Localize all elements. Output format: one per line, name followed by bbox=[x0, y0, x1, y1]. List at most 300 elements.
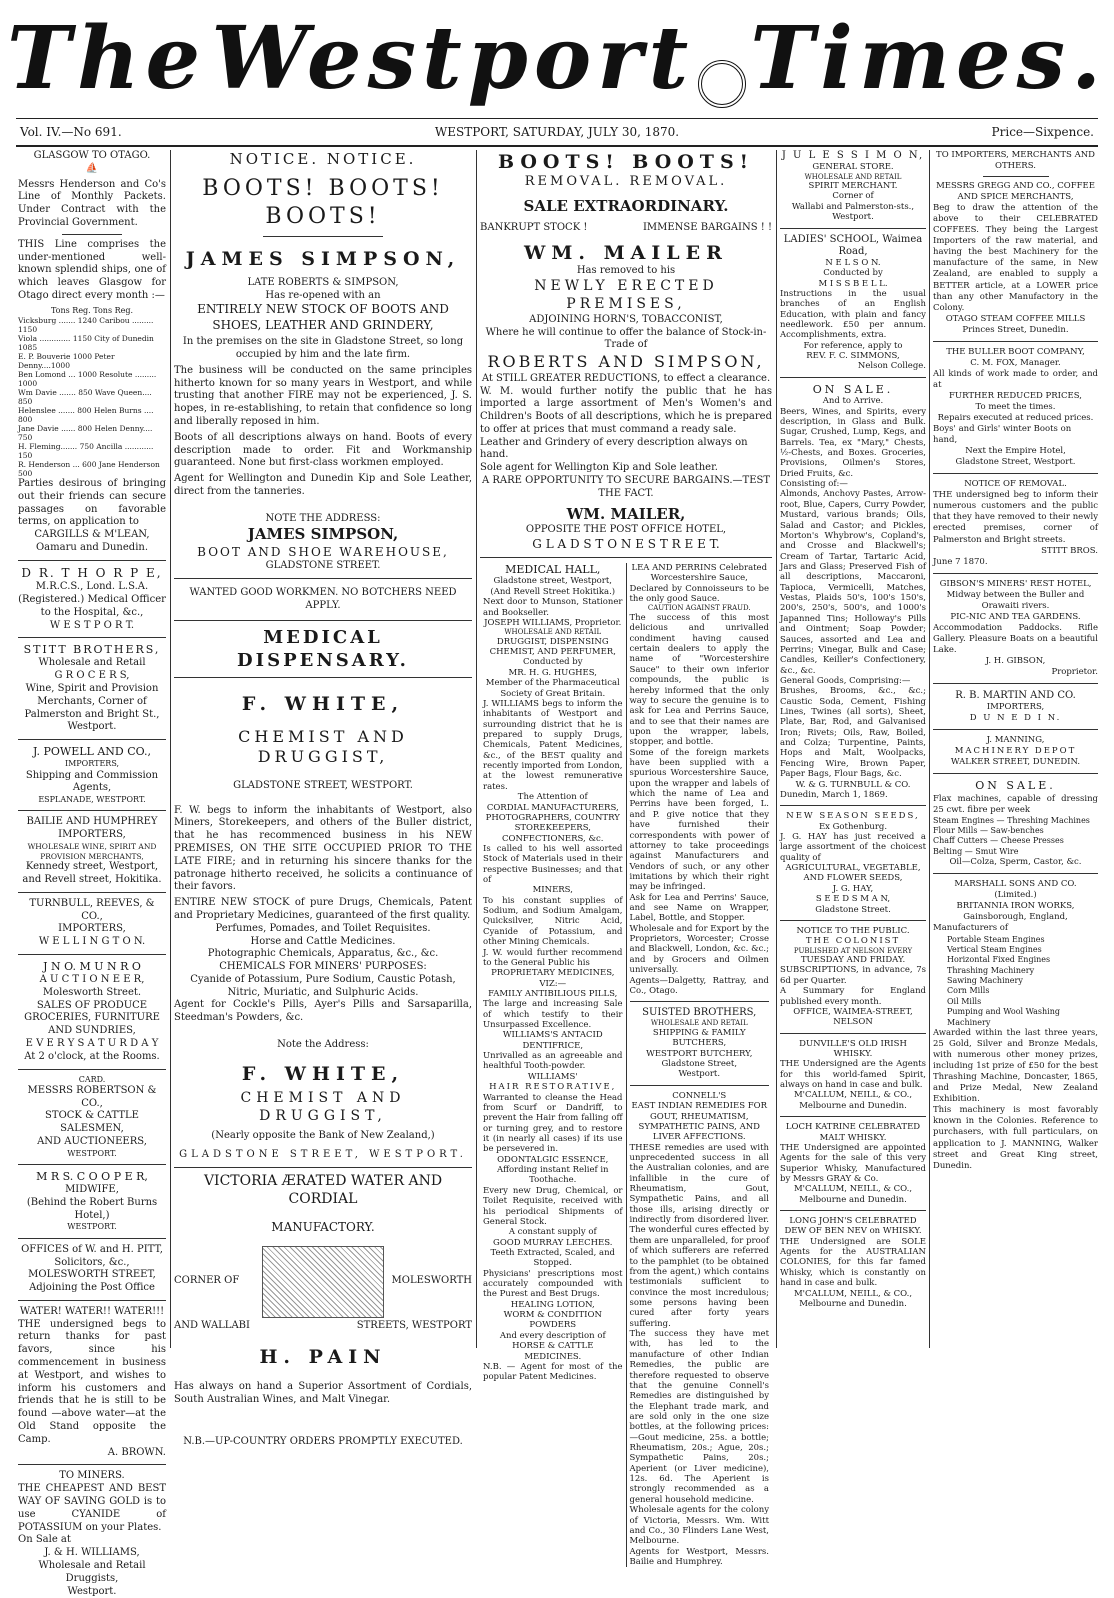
divider bbox=[780, 1116, 926, 1117]
ad-title: ON SALE. bbox=[975, 779, 1056, 793]
ad-text: Ask for Lea and Perrins' Sauce, and see Name on Wrapper, Label, Bottle, and Stopper. bbox=[629, 892, 769, 924]
list-item: Chaff Cutters — Cheese Presses bbox=[933, 836, 1064, 846]
ad-text: THE Undersigned are the Agents for this world-famed Spirit, always on hand in case and bulk. bbox=[780, 1059, 926, 1091]
ad-text: THE Undersigned are appointed Agents for the sale of this very Superior Whisky, Manufactured by Messrs GRAY & Co. bbox=[780, 1142, 926, 1184]
ad-text: N.B.—UP-COUNTRY ORDERS PROMPTLY EXECUTED. bbox=[183, 1436, 463, 1448]
list-item: R. Henderson ... 600 Jane Henderson 500 bbox=[18, 460, 160, 478]
ad-text: LATE ROBERTS & SIMPSON, bbox=[247, 276, 399, 288]
list-item: Ben Lomond ... 1000 Resolute ......... 1000 bbox=[18, 370, 157, 388]
ad-text: W E L L I N G T O N. bbox=[38, 936, 146, 948]
column-3 bbox=[480, 150, 772, 1567]
divider bbox=[933, 341, 1098, 342]
ad-title: WM. MAILER, bbox=[566, 504, 686, 523]
ad-text: Wholesale agents for the colony of Victoria, Messrs. Wm. Witt and Co., 30 Flinders Lane West, Melbourne. bbox=[629, 1505, 769, 1547]
ad-title: MESSRS ROBERTSON & CO., bbox=[27, 1084, 157, 1109]
ad-text: J. W. would further recommend to the General Public his bbox=[483, 947, 623, 968]
ad-text: THIS Line comprises the under-mentioned well-known splendid ships, one of which leaves Glasgow for Otago direct every month :— bbox=[18, 238, 166, 301]
ad-title: NEW SEASON SEEDS, bbox=[786, 811, 920, 822]
ad-text: TUESDAY AND FRIDAY. bbox=[800, 955, 906, 966]
ad-text: MOLESWORTH STREET, bbox=[28, 1269, 156, 1281]
ad-title: TO MINERS. bbox=[59, 1470, 125, 1482]
ad-title: THE COLONIST bbox=[805, 936, 901, 947]
ad-title: DUNVILLE'S OLD IRISH WHISKY. bbox=[799, 1038, 907, 1059]
ad-text: Note the Address: bbox=[277, 1039, 369, 1051]
ad-title: LOCH KATRINE CELEBRATED MALT WHISKY. bbox=[785, 1122, 921, 1143]
ad-title: GIBSON'S MINERS' REST HOTEL, bbox=[939, 578, 1092, 589]
ad-title: LADIES' SCHOOL, Waimea Road, bbox=[783, 233, 923, 257]
divider bbox=[18, 954, 166, 955]
ad-text: Declared by Connoisseurs to be the only good Sauce. bbox=[629, 583, 769, 605]
issue-date: WESTPORT, SATURDAY, JULY 30, 1870. bbox=[434, 125, 680, 139]
ad-title: MARSHALL SONS AND CO. (Limited.) bbox=[954, 879, 1077, 901]
ad-text: MINERS, bbox=[532, 885, 573, 896]
ad-text: WILLIAMS'S ANTACID DENTIFRICE, bbox=[502, 1030, 603, 1051]
ad-title: NOTICE. NOTICE. bbox=[229, 150, 417, 168]
ad-text: Oil—Colza, Sperm, Castor, &c. bbox=[949, 857, 1082, 868]
ad-text: IMPORTERS, bbox=[64, 759, 120, 769]
ad-title: ON SALE. bbox=[812, 382, 894, 396]
ad-text: Boots of all descriptions always on hand. Boots of every description made to order. Fit and Workmanship guaranteed. None but first-class workmen employed. bbox=[174, 431, 472, 469]
ad-text: WORM & CONDITION POWDERS bbox=[503, 1310, 602, 1331]
ad-text: M I S S B E L L. bbox=[818, 278, 888, 289]
ship-icon: ⛵ bbox=[85, 162, 99, 174]
machine-list bbox=[933, 816, 1098, 858]
ad-text: Wine, Spirit and Provision Merchants, Corner of bbox=[25, 683, 159, 707]
ad-text: G L A D S T O N E S T R E E T. bbox=[532, 536, 720, 551]
ad-text: Palmerston and Bright St., Westport. bbox=[24, 708, 160, 733]
ad-text: NOTE THE ADDRESS: bbox=[265, 512, 381, 524]
ad-text: Perfumes, Pomades, and Toilet Requisites. bbox=[215, 922, 431, 934]
ad-text: A RARE OPPORTUNITY TO SECURE BARGAINS.—TEST THE FACT. bbox=[481, 475, 771, 499]
ad-text: G R O C E R S, bbox=[54, 670, 130, 682]
ad-text: N.B. — Agent for most of the popular Patent Medicines. bbox=[483, 1361, 623, 1383]
ad-text: N E L S O N. bbox=[825, 257, 881, 268]
ad-text: AGRICULTURAL, VEGETABLE, AND FLOWER SEEDS, bbox=[785, 863, 921, 884]
ad-text: Proprietor. bbox=[1051, 667, 1098, 678]
divider bbox=[933, 729, 1098, 730]
ad-signature: J. & H. WILLIAMS, bbox=[44, 1547, 140, 1559]
ad-text: The success of this most delicious and unrivalled condiment having caused certain dealers to apply the name of "Worcestershire Sauce" to their own inferior compounds, the public is hereby informed that the only way to secure the genuine is to ask for Lea and Perrins Sauce, and to see that their names are upon the wrapper, labels, stopper, and bottle. bbox=[629, 612, 769, 748]
ad-title: WM. MAILER bbox=[524, 241, 728, 264]
ad-text: Boys' and Girls' winter Boots on hand, bbox=[933, 424, 1072, 446]
divider bbox=[174, 1167, 472, 1168]
ad-text: HEALING LOTION, bbox=[510, 1299, 595, 1310]
list-item: Vertical Steam Engines bbox=[947, 944, 1042, 954]
ad-text: Beers, Wines, and Spirits, every description, in Glass and Bulk. Sugar, Crushed, Lump, Kegs, and Barrels. Tea, ex "Mary," Chests, ½-Chests, and Boxes. Groceries, Provisions, Oilmen's Stores, Dried Fruits, &c. bbox=[780, 406, 926, 479]
list-item: Sawing Machinery bbox=[947, 976, 1023, 986]
divider bbox=[18, 810, 166, 811]
ad-text: ADJOINING HORN'S, TOBACCONIST, bbox=[529, 313, 723, 325]
ad-title: J. POWELL AND CO., bbox=[32, 745, 152, 759]
ad-text: F. W. begs to inform the inhabitants of Westport, also Miners, Storekeepers, and others of the Buller district, that he has recommenced business in his NEW PREMISES, ON THE SITE OCCUPIED PRIOR TO THE LATE FIRE; and in returning his sincere thanks for the patronage hitherto received, he solicits a continuance of their favors. bbox=[174, 804, 472, 893]
ad-text: And every description of bbox=[499, 1330, 606, 1341]
divider bbox=[933, 573, 1098, 574]
ad-text: Horse and Cattle Medicines. bbox=[250, 935, 396, 947]
product-list bbox=[933, 935, 1098, 1029]
ad-text: Is called to his well assorted Stock of Materials used in their respective Businesses; and that of bbox=[483, 843, 623, 886]
ad-title: ROBERTS AND SIMPSON, bbox=[487, 352, 765, 372]
ad-title: MEDICAL DISPENSARY. bbox=[237, 627, 409, 672]
ad-text: WESTPORT. bbox=[67, 1148, 117, 1158]
ad-text: And to Arrive. bbox=[822, 396, 884, 407]
ad-title: M R S. C O O P E R, bbox=[36, 1170, 148, 1183]
ad-text: DRUGGIST, DISPENSING CHEMIST, AND PERFUMER, bbox=[489, 636, 616, 658]
ad-text: EAST INDIAN REMEDIES FOR GOUT, RHEUMATISM, SYMPATHETIC PAINS, AND LIVER AFFECTIONS. bbox=[631, 1101, 767, 1143]
ad-text: IMPORTERS, bbox=[58, 923, 126, 935]
ad-text: Gladstone Street, bbox=[661, 1059, 738, 1070]
ad-text: Where he will continue to offer the balance of Stock-in-Trade of bbox=[485, 326, 767, 351]
ad-text: Consisting of:— bbox=[780, 479, 848, 490]
ad-title: LEA AND PERRINS Celebrated Worcestershire Sauce, bbox=[631, 563, 768, 584]
ad-text: WESTPORT BUTCHERY, bbox=[646, 1048, 753, 1059]
ad-text: Wallabi and Palmerston-sts., Westport. bbox=[791, 201, 915, 223]
sauce-ad bbox=[627, 563, 773, 1567]
ad-text: A constant supply of bbox=[508, 1227, 597, 1238]
ad-text: To meet the times. bbox=[975, 401, 1056, 412]
ad-text: On Sale at bbox=[18, 1534, 71, 1546]
factory-address bbox=[174, 1320, 472, 1333]
ad-text: A U C T I O N E E R, bbox=[39, 973, 145, 985]
dateline bbox=[16, 118, 1098, 147]
ad-title: BOOTS! BOOTS! BOOTS! bbox=[202, 176, 444, 230]
divider bbox=[174, 677, 472, 678]
list-item: Vicksburg ....... 1240 Caribou ......... 1150 bbox=[18, 316, 154, 334]
ad-text: SPIRIT MERCHANT. bbox=[808, 181, 898, 192]
ad-signature: J. H. GIBSON, bbox=[985, 655, 1046, 666]
divider bbox=[174, 620, 472, 621]
ad-text: WANTED GOOD WORKMEN. NO BOTCHERS NEED APPLY. bbox=[189, 586, 457, 611]
ad-text: Nelson College. bbox=[857, 361, 926, 372]
ad-text: Melbourne and Dunedin. bbox=[799, 1194, 907, 1205]
ad-title: JAMES SIMPSON, bbox=[185, 247, 461, 270]
ad-text: To his constant supplies of Sodium, and Sodium Amalgam, Quicksilver, Nitric Acid, Cyanide of Potassium, and other Mining Chemicals. bbox=[483, 895, 623, 948]
masthead-title-mid: Westport bbox=[211, 8, 695, 109]
ad-signature: W. & G. TURNBULL & CO. bbox=[795, 779, 911, 790]
ad-title: VICTORIA ÆRATED WATER AND CORDIAL bbox=[203, 1172, 443, 1207]
divider bbox=[780, 920, 926, 921]
divider bbox=[263, 236, 382, 237]
list-item: Steam Engines — Threshing Machines bbox=[933, 815, 1090, 825]
ad-text: CORNER OF bbox=[174, 1275, 240, 1287]
ad-text: BANKRUPT STOCK ! bbox=[480, 222, 588, 234]
ad-text: June 7 1870. bbox=[933, 556, 988, 567]
divider bbox=[18, 1238, 166, 1239]
ad-text: FURTHER REDUCED PRICES, bbox=[949, 390, 1082, 401]
ad-text: AND WALLABI bbox=[174, 1319, 250, 1331]
ad-text: THE undersigned beg to inform their numerous customers and the public that they have removed to their newly erected premises, corner of Palmerston and Bright streets. bbox=[933, 490, 1098, 545]
ad-text: IMPORTERS, bbox=[986, 702, 1045, 713]
divider bbox=[18, 1300, 166, 1301]
divider bbox=[630, 1085, 770, 1086]
medical-hall-ad bbox=[480, 563, 626, 1567]
masthead-title-left: The bbox=[6, 8, 207, 109]
ad-text: THE Undersigned are SOLE Agents for the AUSTRALIAN COLONIES, for this far famed Whisky, which is constantly on hand in case and bulk. bbox=[780, 1236, 926, 1289]
ad-text: Repairs executed at reduced prices. bbox=[937, 413, 1094, 424]
ad-text: Instructions in the usual branches of an English Education, with plain and fancy needlework. £50 per annum. Accomplishments, extra. bbox=[780, 288, 926, 341]
ad-text: Teeth Extracted, Scaled, and Stopped. bbox=[490, 1247, 615, 1269]
ad-text: Sole agent for Wellington Kip and Sole leather. bbox=[480, 462, 718, 474]
ad-text: Gladstone Street, Westport. bbox=[955, 457, 1076, 468]
ad-text: GOOD MURRAY LEECHES. bbox=[493, 1237, 613, 1248]
column-rule bbox=[776, 150, 777, 1348]
ad-text: MR. H. G. HUGHES, bbox=[508, 667, 597, 678]
divider bbox=[480, 557, 772, 558]
ad-text: Has re-opened with an bbox=[265, 289, 381, 301]
ad-text: Affording instant Relief in Toothache. bbox=[496, 1165, 609, 1186]
list-item: Corn Mills bbox=[947, 986, 990, 996]
ad-title: TURNBULL, REEVES, & CO., bbox=[29, 897, 155, 922]
divider bbox=[174, 578, 472, 579]
ad-text: GLADSTONE STREET, WESTPORT. bbox=[179, 1148, 467, 1160]
ad-text: GENERAL STORE. bbox=[812, 162, 894, 173]
ad-text: SALES OF PRODUCE GROCERIES, FURNITURE AND SUNDRIES, bbox=[24, 999, 160, 1037]
ad-text: WHOLESALE AND RETAIL bbox=[804, 172, 902, 181]
ad-text: Wholesale and Retail bbox=[38, 657, 146, 669]
ad-text: Brushes, Brooms, &c., &c.; Caustic Soda, Cement, Fishing Lines, Twines (all sorts), Sheet, Plate, Bar, Rod, and Galvanised Iron; Rivets; Oils, Raw, Boiled, and Colza; Turpentine, Paints, Hops and Malt, Woolpacks, Fencing Wire, Brown Paper, Paper Bags, Flour Bags, &c. bbox=[780, 686, 926, 780]
ad-text: SUBSCRIPTIONS, in advance, 7s 6d per Quarter. bbox=[780, 965, 926, 986]
ad-text: ENTIRE NEW STOCK of pure Drugs, Chemicals, Patent and Proprietary Medicines, guaranteed of the first quality. bbox=[174, 897, 472, 921]
masthead-emblem-icon bbox=[698, 60, 746, 108]
ad-title: THE BULLER BOOT COMPANY, bbox=[946, 346, 1085, 357]
ad-text: D U N E D I N. bbox=[969, 713, 1062, 724]
column-5 bbox=[933, 150, 1098, 1350]
two-column-section bbox=[480, 563, 772, 1567]
ad-title: TO IMPORTERS, MERCHANTS AND OTHERS. bbox=[936, 150, 1095, 172]
ad-text: At 2 o'clock, at the Rooms. bbox=[24, 1050, 160, 1062]
ad-text: The Attention of bbox=[517, 792, 588, 803]
ad-signature: Westport. bbox=[67, 1585, 117, 1597]
ad-text: STREETS, WESTPORT bbox=[356, 1319, 472, 1331]
ad-text: HORSE & CATTLE MEDICINES. bbox=[512, 1341, 594, 1362]
ad-text: VIZ:— bbox=[539, 978, 567, 989]
ad-text: Melbourne and Dunedin. bbox=[799, 1100, 907, 1111]
ad-text: Next the Empire Hotel, bbox=[965, 446, 1066, 457]
ad-text: CHEMIST AND DRUGGIST, bbox=[240, 1090, 406, 1125]
ad-text: PIC-NIC AND TEA GARDENS. bbox=[950, 611, 1081, 622]
ad-text: CHEMICALS FOR MINERS' PURPOSES: bbox=[219, 961, 427, 973]
ad-text: NEWLY ERECTED PREMISES, bbox=[534, 278, 718, 312]
ad-text: SHIPPING & FAMILY bbox=[652, 1028, 746, 1038]
ad-title: F. WHITE, bbox=[241, 693, 405, 716]
ad-text: Agent for Cockle's Pills, Ayer's Pills and Sarsaparilla, Steedman's Powders, &c. bbox=[174, 999, 472, 1024]
ad-title: R. B. MARTIN AND CO. bbox=[955, 690, 1076, 702]
ad-text: BOOT AND SHOE WAREHOUSE, bbox=[197, 544, 449, 559]
ad-text: IMMENSE BARGAINS ! ! bbox=[642, 222, 772, 234]
ad-text: Molesworth Street. bbox=[42, 986, 142, 998]
ad-text: ENTIRELY NEW STOCK OF BOOTS AND SHOES, LEATHER AND GRINDERY, bbox=[197, 302, 449, 332]
ad-text: Westport. bbox=[678, 1069, 721, 1080]
ad-text: Has always on hand a Superior Assortment of Cordials, South Australian Wines, and Malt Vinegar. bbox=[174, 1380, 472, 1405]
ad-signature: M'CALLUM, NEILL, & CO., bbox=[793, 1090, 913, 1101]
ad-text: CARD. bbox=[78, 1074, 106, 1084]
ad-text: THESE remedies are used with unprecedented success in all the Australian colonies, and are infallible in the cure of Rheumatism, Gout, Sympathetic Pains, and all those ills, arising directly or indirectly from disordered liver. The wonderful cures effected by them are unparalleled, for proof of which sufferers are referred to the pamphlet (to be obtained from the agent,) which contains testimonials sufficient to convince the most incredulous; some persons having been cured after forty years suffering. bbox=[629, 1142, 769, 1329]
list-item: Oil Mills bbox=[947, 996, 982, 1006]
ad-title: BOOTS! BOOTS! bbox=[497, 151, 755, 173]
ad-title: D R. T H O R P E, bbox=[21, 565, 163, 580]
divider bbox=[780, 228, 926, 229]
ad-text: J. G. HAY, bbox=[832, 883, 874, 894]
ad-text: J. G. HAY has just received a large assortment of the choicest quality of bbox=[780, 831, 926, 863]
ad-text: WHOLESALE AND RETAIL bbox=[650, 1019, 748, 1028]
ad-text: GLADSTONE STREET, WESTPORT. bbox=[233, 779, 413, 791]
ad-text: PROPRIETARY MEDICINES, bbox=[491, 968, 615, 979]
ad-text: JOSEPH WILLIAMS, Proprietor. bbox=[484, 617, 622, 628]
divider bbox=[933, 873, 1098, 874]
ad-text: Agents—Dalgetty, Rattray, and Co., Otago. bbox=[629, 975, 769, 996]
list-item: Helenslee ....... 800 Helen Burns .... 800 bbox=[18, 406, 154, 424]
ad-text: WHOLESALE AND RETAIL bbox=[504, 628, 602, 637]
ad-text: Agent for Wellington and Dunedin Kip and Sole Leather, direct from the tanneries. bbox=[174, 473, 472, 497]
ad-text: Adjoining the Post Office bbox=[29, 1282, 155, 1294]
ad-signature: Oamaru and Dunedin. bbox=[35, 541, 149, 553]
factory-block bbox=[174, 1246, 472, 1318]
ad-text: Conducted by bbox=[823, 268, 883, 279]
ad-title: REMOVAL. REMOVAL. bbox=[524, 174, 728, 190]
ad-signature: Wholesale and Retail Druggists, bbox=[38, 1560, 146, 1584]
ad-text: Photographic Chemicals, Apparatus, &c., &c. bbox=[207, 948, 439, 960]
ad-title: H. PAIN bbox=[259, 1345, 387, 1368]
ad-signature: M'CALLUM, NEILL, & CO., bbox=[793, 1288, 913, 1299]
ad-text: Gladstone street, Westport, bbox=[493, 576, 612, 587]
ad-title: SALE EXTRAORDINARY. bbox=[523, 196, 729, 215]
ad-subhead bbox=[480, 222, 772, 235]
ad-text: OPPOSITE THE POST OFFICE HOTEL, bbox=[525, 523, 727, 535]
ad-text: Gainsborough, England, bbox=[963, 912, 1068, 923]
ad-text: ODONTALGIC ESSENCE, bbox=[497, 1154, 609, 1165]
ad-text: Solicitors, &c., bbox=[54, 1256, 130, 1268]
ad-text: ESPLANADE, WESTPORT. bbox=[38, 795, 146, 805]
ad-text: Melbourne and Dunedin. bbox=[799, 1298, 907, 1309]
ad-text: WALKER STREET, DUNEDIN. bbox=[950, 757, 1081, 768]
ad-text: MIDWIFE, bbox=[65, 1184, 119, 1196]
divider bbox=[983, 176, 1049, 177]
ad-text: Has removed to his bbox=[576, 265, 676, 277]
ad-text: This machinery is most favorably known in the Colonies. Reference to purchasers, with full particulars, on application to J. MANNING, Walker street and Great King street, Dunedin. bbox=[933, 1105, 1098, 1171]
ad-text: The business will be conducted on the same principles hitherto known for so many years in Westport, and while trusting that another FIRE may not be experienced, J. S. hopes, in re-establishing, to retain that confidence so long and liberally reposed in him. bbox=[174, 364, 472, 427]
list-item: Flour Mills — Saw-benches bbox=[933, 826, 1044, 836]
ad-title: LONG JOHN'S CELEBRATED DEW OF BEN NEV on WHISKY. bbox=[784, 1216, 922, 1237]
divider bbox=[18, 560, 166, 561]
ad-text: (Behind the Robert Burns Hotel,) bbox=[26, 1196, 158, 1221]
divider bbox=[630, 1001, 770, 1002]
ad-signature: CARGILLS & M'LEAN, bbox=[34, 529, 150, 541]
ad-text: BRITANNIA IRON WORKS, bbox=[956, 901, 1075, 912]
ad-text: S E E D S M A N, bbox=[815, 894, 891, 905]
list-item: Pumping and Wool Washing Machinery bbox=[947, 1007, 1061, 1027]
ad-title: J N O. M U N R O bbox=[43, 959, 141, 973]
ad-text: In the premises on the site in Gladstone Street, so long occupied by him and the late firm. bbox=[182, 336, 464, 360]
list-item: Belting — Smut Wire bbox=[933, 846, 1019, 856]
list-item: H. Fleming....... 750 Ancilla ............ 150 bbox=[18, 442, 154, 460]
list-item: E. P. Bouverie 1000 Peter Denny....1000 bbox=[18, 352, 115, 370]
ad-text: The large and increasing Sale of which testify to their Unsurpassed Excellence. bbox=[483, 999, 623, 1031]
ad-text: A Summary for England published every month. bbox=[780, 986, 926, 1007]
ad-signature: STITT BROS. bbox=[1041, 545, 1098, 556]
divider bbox=[780, 805, 926, 806]
ad-text: All kinds of work made to order, and at bbox=[933, 368, 1098, 390]
ad-text: MANUFACTORY. bbox=[271, 1220, 375, 1235]
list-item: Viola ............. 1150 City of Dunedin 1085 bbox=[18, 334, 154, 352]
ad-title: OFFICES of W. and H. PITT, bbox=[21, 1243, 163, 1255]
ad-text: THE CHEAPEST AND BEST WAY OF SAVING GOLD is to use CYANIDE of POTASSIUM on your Plates. bbox=[18, 1483, 166, 1533]
ad-text: Gladstone Street. bbox=[815, 904, 891, 915]
ad-text: The success they have met with, has led to the manufacture of other Indian Remedies, the public are therefore requested to observe that the genuine Connell's Remedies are distinguished by the Elephant trade mark, and are sold only in the one size bottles, at the following prices:—Gout medicine, 25s. a bottle; Rheumatism, 20s.; Ague, 20s.; Sympathetic Pains, 20s.; Aperient (or Liver medicine), 12s. 6d. The Aperient is strongly recommended as a general household medicine. bbox=[629, 1329, 769, 1505]
list-item: Thrashing Machinery bbox=[947, 965, 1035, 975]
ad-text: Tons Reg. Tons Reg. bbox=[50, 305, 134, 315]
list-item: Jane Davie ...... 800 Helen Denny.... 750 bbox=[18, 424, 153, 442]
divider bbox=[18, 1164, 166, 1165]
ad-text: Manufacturers of bbox=[933, 923, 1009, 934]
ad-text: Leather and Grindery of every description always on hand. bbox=[480, 436, 748, 461]
divider bbox=[780, 1033, 926, 1034]
ad-text: AND AUCTIONEERS, bbox=[37, 1135, 147, 1147]
ad-text: Kennedy street, Westport, and Revell street, Hokitika. bbox=[22, 861, 162, 885]
ad-text: Physicians' prescriptions most accurately compounded with the Purest and Best Drugs. bbox=[483, 1268, 623, 1300]
ad-title: MEDICAL HALL, bbox=[505, 563, 601, 577]
ad-text: CORDIAL MANUFACTURERS, PHOTOGRAPHERS, COUNTRY STOREKEEPERS, CONFECTIONERS, &c. bbox=[485, 802, 620, 844]
ad-text: C. M. FOX, Manager. bbox=[970, 357, 1061, 368]
ad-title: STITT BROTHERS, bbox=[23, 643, 161, 657]
divider bbox=[18, 892, 166, 893]
ship-list bbox=[18, 316, 166, 478]
ad-title: BAILIE AND HUMPHREY IMPORTERS, bbox=[26, 816, 158, 841]
ad-text: (Nearly opposite the Bank of New Zealand,) bbox=[211, 1130, 435, 1141]
price: Price—Sixpence. bbox=[991, 125, 1094, 139]
ad-text: Next door to Munson, Stationer and Bookseller. bbox=[483, 597, 623, 618]
ad-text: General Goods, Comprising:— bbox=[780, 675, 911, 686]
column-rule bbox=[170, 150, 171, 1348]
ad-title: JAMES SIMPSON, bbox=[247, 525, 399, 544]
ad-signature: A. BROWN. bbox=[107, 1446, 166, 1458]
ad-text: Wholesale and for Export by the Proprietors, Worcester; Crosse and Blackwell, London, &c. &c.; and by Grocers and Oilmen universally. bbox=[629, 923, 769, 976]
ad-text: PUBLISHED AT NELSON EVERY bbox=[793, 946, 913, 955]
ad-text: FAMILY ANTIBILIOUS PILLS, bbox=[488, 988, 618, 999]
divider bbox=[780, 1210, 926, 1211]
ad-text: MACHINERY DEPOT bbox=[954, 746, 1077, 757]
ad-text: GLADSTONE STREET. bbox=[265, 560, 381, 572]
column-2 bbox=[174, 150, 472, 1448]
divider bbox=[933, 683, 1098, 684]
ad-text: Unrivalled as an agreeable and healthful Tooth-powder. bbox=[483, 1051, 623, 1072]
ad-title: GLASGOW TO OTAGO. bbox=[33, 150, 151, 161]
column-rule bbox=[929, 150, 930, 1348]
ad-title: MESSRS GREGG AND CO., COFFEE AND SPICE MERCHANTS, bbox=[936, 181, 1095, 203]
ad-text: Awarded within the last three years, 25 Gold, Silver and Bronze Medals, with numerous other money prizes, including 1st prize of £50 for the best Thrashing Machine, Doncaster, 1865, and Prize Medal, New Zealand Exhibition. bbox=[933, 1028, 1098, 1105]
ad-text: Dunedin, March 1, 1869. bbox=[780, 789, 888, 800]
divider bbox=[18, 637, 166, 638]
divider bbox=[18, 1069, 166, 1070]
ad-text: STOCK & CATTLE SALESMEN, bbox=[45, 1110, 139, 1135]
ad-text: THE undersigned begs to return thanks for past favors, since his commencement in business at Westport, and wishes to inform his customers and friends that he is still to be found —above water—at the Old Stand opposite the Camp. bbox=[18, 1318, 166, 1445]
divider bbox=[62, 234, 121, 235]
ad-text: J. WILLIAMS begs to inform the inhabitants of Westport and surrounding district that he is prepared to supply Drugs, Chemicals, Patent Medicines, &c., of the BEST quality and recently imported from London, at the lowest remunerative rates. bbox=[483, 698, 623, 792]
ad-text: E V E R Y S A T U R D A Y bbox=[25, 1037, 159, 1049]
ad-text: Almonds, Anchovy Pastes, Arrow-root, Blue, Capers, Curry Powder, Mustard, various brands; Oils, Salad and Castor; and Pickles, Morton's Whybrow's, Copland's, and Crosse and Blackwell's; Cream of Tartar, Tartaric Acid, Jars and Glass; Preserved Fish of all descriptions, Maccaroni, Tapioca, Vermicelli, Matches, Vestas, Plaids 50's, 100's 150's, 200's, 250's, 500's, and 1000's Japanned Tins; Holloway's Pills and Ointment; Soap Powder; Sauces, assorted and Lea and Perrins; Vinegar, Bulk and Case; Candles, Keiller's Confectionery, &c., &c. bbox=[780, 489, 926, 676]
volume-number: Vol. IV.—No 691. bbox=[20, 125, 122, 139]
ad-text: MOLESWORTH bbox=[391, 1275, 472, 1287]
ad-text: Ex Gothenburg. bbox=[818, 821, 888, 832]
ad-text: WHOLESALE WINE, SPIRIT AND PROVISION MERCHANTS, bbox=[27, 841, 157, 861]
list-item: Portable Steam Engines bbox=[947, 934, 1045, 944]
ad-text: Flax machines, capable of dressing 25 cwt. fibre per week bbox=[933, 793, 1098, 815]
column-1 bbox=[18, 150, 166, 1597]
ad-text: Princes Street, Dunedin. bbox=[962, 324, 1069, 335]
ad-text: Shipping and Commission Agents, bbox=[25, 769, 159, 794]
ad-text: (And Revell Street Hokitika.) bbox=[490, 586, 616, 597]
ad-text: Parties desirous of bringing out their friends can secure passages on favorable terms, on application to bbox=[18, 478, 166, 528]
ad-text: At STILL GREATER REDUCTIONS, to effect a clearance. bbox=[481, 372, 771, 384]
ad-title: WATER! WATER!! WATER!!! bbox=[19, 1305, 165, 1317]
